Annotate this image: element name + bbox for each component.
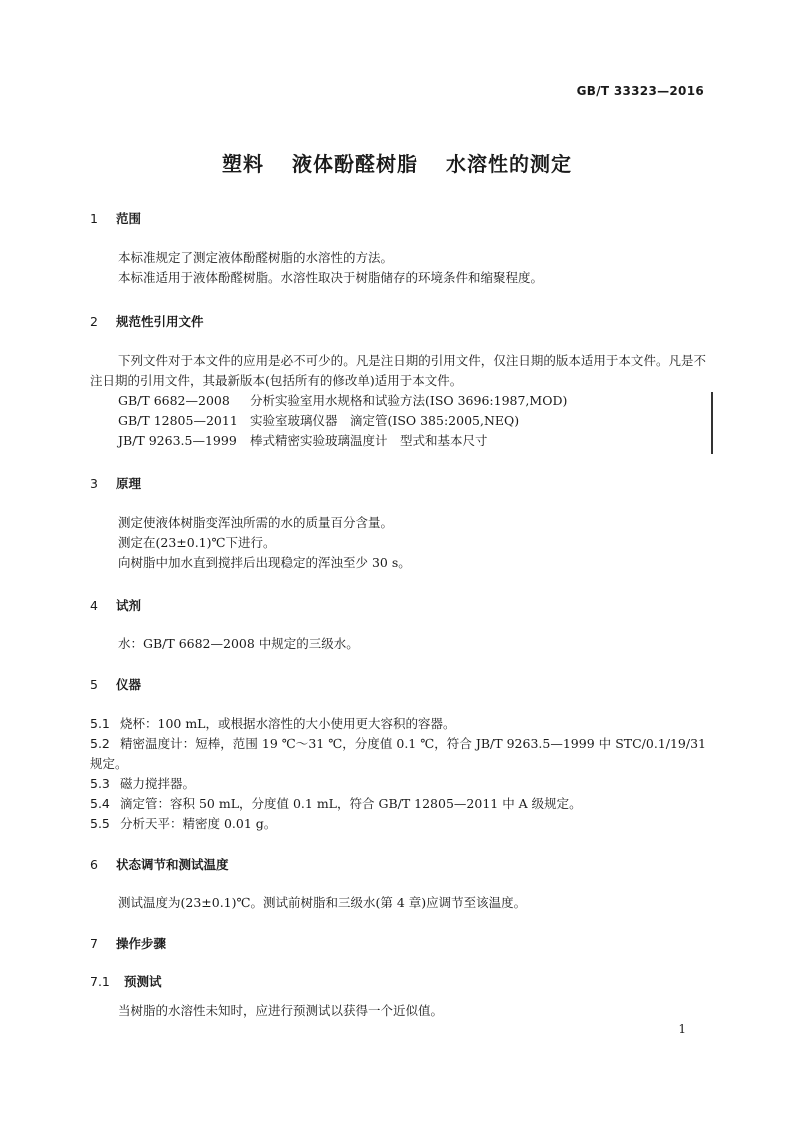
section-number: 4 — [90, 598, 98, 613]
reference-item — [118, 411, 519, 431]
section-title: 操作步骤 — [116, 936, 167, 951]
section-title: 状态调节和测试温度 — [116, 857, 229, 872]
item-text: 烧杯：100 mL，或根据水溶性的大小使用更大容积的容器。 — [120, 716, 456, 731]
subsection-number: 7.1 — [90, 974, 110, 989]
page-number: 1 — [678, 1022, 686, 1036]
reference-code: GB/T 12805—2011 — [118, 413, 238, 428]
item-number: 5.1 — [90, 716, 110, 731]
subsection-7-1-heading — [90, 972, 162, 990]
section-4-heading — [90, 596, 141, 614]
section-3-paragraph-1: 测定使液体树脂变浑浊所需的水的质量百分含量。 — [118, 515, 394, 530]
section-title: 仪器 — [116, 677, 142, 692]
section-number: 2 — [90, 314, 98, 329]
section-number: 3 — [90, 476, 98, 491]
apparatus-item — [90, 714, 456, 734]
section-7-heading — [90, 934, 166, 952]
reference-code: GB/T 6682—2008 — [118, 393, 230, 408]
reference-title: 棒式精密实验玻璃温度计 型式和基本尺寸 — [250, 433, 488, 448]
section-title: 试剂 — [116, 598, 142, 613]
section-title: 原理 — [116, 476, 142, 491]
section-number: 1 — [90, 211, 98, 226]
section-2-heading — [90, 312, 204, 330]
item-number: 5.5 — [90, 816, 110, 831]
title-part-1: 塑料 — [222, 152, 265, 176]
standard-code: GB/T 33323—2016 — [576, 84, 704, 98]
title-part-3: 水溶性的测定 — [445, 152, 572, 176]
section-3-heading — [90, 474, 141, 492]
section-2-paragraph-1: 下列文件对于本文件的应用是必不可少的。凡是注日期的引用文件，仅注日期的版本适用于本文件。凡是不注日期的引用文件，其最新版本(包括所有的修改单)适用于本文件。 — [90, 353, 706, 388]
reference-item — [118, 431, 488, 451]
item-text: 精密温度计：短棒，范围 19 ℃～31 ℃，分度值 0.1 ℃，符合 JB/T 9263.5—1999 中 STC/0.1/19/31 规定。 — [90, 736, 706, 771]
item-text: 滴定管：容积 50 mL，分度值 0.1 mL，符合 GB/T 12805—2011 中 A 级规定。 — [120, 796, 582, 811]
document-title — [0, 148, 794, 177]
section-title: 范围 — [116, 211, 142, 226]
section-1-paragraph-2: 本标准适用于液体酚醛树脂。水溶性取决于树脂储存的环境条件和缩聚程度。 — [118, 270, 544, 285]
section-1-paragraph-1: 本标准规定了测定液体酚醛树脂的水溶性的方法。 — [118, 250, 394, 265]
section-6-heading — [90, 855, 229, 873]
item-text: 磁力搅拌器。 — [120, 776, 196, 791]
section-3-paragraph-3: 向树脂中加水直到搅拌后出现稳定的浑浊至少 30 s。 — [118, 555, 411, 570]
title-part-2: 液体酚醛树脂 — [292, 152, 418, 176]
section-number: 6 — [90, 857, 98, 872]
apparatus-item — [90, 814, 276, 834]
item-number: 5.2 — [90, 736, 110, 751]
revision-bar — [711, 392, 713, 454]
section-number: 5 — [90, 677, 98, 692]
section-6-paragraph-1: 测试温度为(23±0.1)℃。测试前树脂和三级水(第 4 章)应调节至该温度。 — [118, 895, 527, 910]
reference-title: 分析实验室用水规格和试验方法(ISO 3696:1987,MOD) — [250, 393, 568, 408]
reference-code: JB/T 9263.5—1999 — [118, 433, 237, 448]
reference-title: 实验室玻璃仪器 滴定管(ISO 385:2005,NEQ) — [250, 413, 520, 428]
apparatus-item — [90, 774, 195, 794]
section-title: 规范性引用文件 — [116, 314, 204, 329]
section-4-paragraph-1: 水：GB/T 6682—2008 中规定的三级水。 — [118, 636, 359, 651]
section-3-paragraph-2: 测定在(23±0.1)℃下进行。 — [118, 535, 276, 550]
item-number: 5.4 — [90, 796, 110, 811]
section-1-heading — [90, 209, 141, 227]
item-text: 分析天平：精密度 0.01 g。 — [120, 816, 277, 831]
apparatus-item — [90, 734, 706, 774]
section-5-heading — [90, 675, 141, 693]
section-number: 7 — [90, 936, 98, 951]
subsection-title: 预测试 — [124, 974, 162, 989]
reference-item — [118, 391, 567, 411]
apparatus-item — [90, 794, 582, 814]
item-number: 5.3 — [90, 776, 110, 791]
subsection-7-1-paragraph-1: 当树脂的水溶性未知时，应进行预测试以获得一个近似值。 — [118, 1003, 444, 1018]
